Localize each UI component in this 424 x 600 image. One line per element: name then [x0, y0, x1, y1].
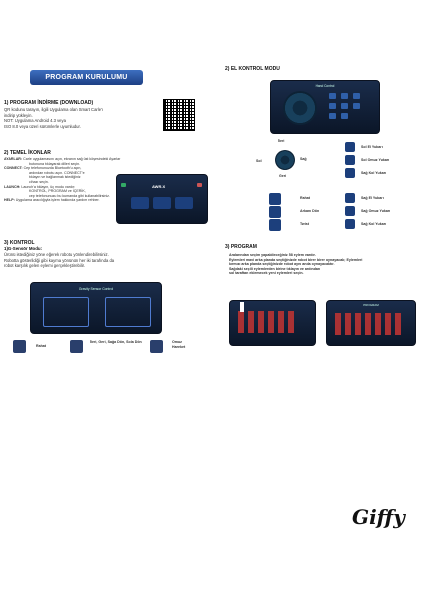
program-line: Aralarından seçim yapabileceğiniz 58 eylem vardır.: [229, 253, 316, 257]
action-button[interactable]: [341, 103, 348, 109]
ayarlar-text: butonuna tıklayarak dilleri seçin.: [29, 161, 81, 166]
pose-label: Omuz Hareket: [172, 340, 186, 349]
help-label: HELP:: [4, 198, 15, 203]
connect-tile[interactable]: [131, 197, 149, 209]
action-tile: [269, 193, 281, 205]
action-label: Twist: [300, 222, 309, 226]
help-text: Uygulama aracılığıyla işlem hakkında yardım rehber.: [15, 198, 100, 203]
section-control-heading: 3) KONTROL: [4, 240, 35, 246]
app-home-screenshot: [116, 174, 208, 224]
connect-text: ardından robotu açın. CONNECT'e: [29, 170, 85, 175]
connect-text: cihazı seçin.: [29, 179, 49, 184]
content-tile[interactable]: [175, 197, 193, 209]
page-title-banner: [30, 70, 143, 85]
action-tile: [345, 155, 355, 165]
launch-tile[interactable]: [153, 197, 171, 209]
download-line: ISO 8.0 veya üzeri sürümlerle uyumludur.: [4, 123, 81, 129]
action-button[interactable]: [329, 113, 336, 119]
page-title: PROGRAM KURULUMU: [45, 74, 128, 81]
dir-down-label: Geri: [279, 174, 287, 178]
action-label: Sağ El Yukarı: [361, 196, 384, 200]
gravity-sensor-screenshot: [30, 282, 162, 334]
hand-control-screenshot: [270, 80, 380, 134]
action-tile: [269, 206, 281, 218]
giffy-logo: Giffy: [352, 505, 405, 529]
action-tile: [345, 142, 355, 152]
section-download-text: [4, 107, 154, 129]
program-line: sol taraftan eklemecek yeni eylemleri seçin.: [229, 271, 304, 276]
robot-shoulder-icon: [150, 340, 163, 353]
dpad-detail: [275, 150, 295, 170]
dpad-control[interactable]: [283, 91, 317, 125]
action-label: Sol El Yukarı: [361, 145, 383, 149]
program-line: Eylemleri mavi arka planda seçtiğinizde robot birer birer oynayacak; Eylemleri: [229, 257, 363, 262]
program-line: kırmızı arka planda seçtiğinizde robot aynı anda oynayacaktır.: [229, 262, 335, 267]
ayarlar-text: Carle uygulamasını açın, ekranın sağ üst köşesindeki Ayarlar: [23, 157, 121, 161]
program-text: [229, 253, 419, 276]
gsensor-line: Ürünü istediğiniz yöne eğerek robotu yönlendirebilirsiniz.: [4, 252, 109, 257]
dir-right-label: Sağ: [300, 157, 307, 161]
connect-text: Cep telefonunuzda Bluetooth'u açın,: [23, 166, 82, 171]
hand-screen-title: Hand Control: [315, 84, 335, 88]
launch-text: Launch'a tıklayın, üç modu vardır:: [21, 184, 76, 189]
action-label: Arkanı Dön: [300, 209, 320, 213]
gravity-screen-title: Gravity Sensor Control: [78, 287, 114, 291]
app-brand: AWR.X: [152, 184, 166, 189]
robot-rahat-icon: [13, 340, 26, 353]
action-tile: [345, 193, 355, 203]
dir-left-label: Sol: [256, 159, 262, 163]
action-tile: [345, 219, 355, 229]
action-label: Sağ Kol Yukarı: [361, 222, 387, 226]
action-button[interactable]: [353, 103, 360, 109]
pose-label: İleri, Geri, Sağa Dön, Sola Dön: [90, 340, 142, 344]
action-grid: [329, 93, 373, 125]
action-label: Sağ Omuz Yukarı: [361, 209, 391, 213]
program-line: Sağdaki seçili eylemlerden birine tıklayın ve ardından: [229, 266, 321, 271]
program-heading: 3) PROGRAM: [225, 244, 257, 250]
help-icon[interactable]: [197, 183, 202, 187]
pose-label: Rahat: [36, 344, 46, 348]
program-action-grid[interactable]: [335, 313, 405, 335]
hand-control-heading: 2) EL KONTROL MODU: [225, 66, 280, 72]
program-screen-title: PROGRAM: [363, 303, 379, 307]
download-line: QR kodunu tarayın, ilgili Uygulama olan Smart Carle'ı: [4, 107, 104, 112]
launch-label: LAUNCH:: [4, 184, 21, 189]
action-button[interactable]: [341, 93, 348, 99]
ayarlar-label: AYARLAR:: [4, 157, 23, 161]
action-tile: [345, 206, 355, 216]
action-label: Sol Omuz Yukarı: [361, 158, 390, 162]
launch-text: cep telefonunuzu bu kumanda gibi kullanabilirsiniz.: [29, 193, 110, 198]
action-button[interactable]: [353, 93, 360, 99]
gsensor-text: [4, 252, 204, 269]
right-robot-panel[interactable]: [105, 297, 151, 327]
connect-label: CONNECT:: [4, 166, 23, 171]
qr-code[interactable]: [163, 99, 195, 131]
action-label: Sağ Kol Yukarı: [361, 171, 387, 175]
connect-text: tıklayın ve bağlanmak istediğiniz: [29, 175, 81, 180]
download-line: indirip yükleyin.: [4, 112, 33, 118]
gsensor-subheading: 1)G-Sensör Modu:: [4, 246, 43, 251]
pointer-arrow-icon: [240, 302, 244, 312]
dir-up-label: İleri: [278, 139, 285, 143]
settings-icon[interactable]: [121, 183, 126, 187]
section-icons-heading: 2) TEMEL İKONLAR: [4, 150, 51, 156]
gsensor-line: Robotta gösterildiği gibi kayma yönünün her iki tarafında da: [4, 257, 115, 263]
robot-move-icon: [70, 340, 83, 353]
program-action-grid[interactable]: [238, 311, 298, 333]
program-screenshot-left: [229, 300, 316, 346]
download-line: NOT: Uygulama Android 4.3 veya: [4, 118, 66, 124]
action-tile: [345, 168, 355, 178]
action-label: Rahat: [300, 196, 310, 200]
action-button[interactable]: [341, 113, 348, 119]
action-button[interactable]: [329, 103, 336, 109]
action-button[interactable]: [329, 93, 336, 99]
launch-text: KONTROL, PROGRAM ve İÇERİK,: [29, 189, 86, 194]
section-download-heading: 1) PROGRAM İNDİRME (DOWNLOAD): [4, 100, 94, 106]
gsensor-line: robot karşılık gelen eylemi gerçekleştirebilir.: [4, 263, 85, 269]
action-tile: [269, 219, 281, 231]
left-robot-panel[interactable]: [43, 297, 89, 327]
program-screenshot-right: [326, 300, 416, 346]
